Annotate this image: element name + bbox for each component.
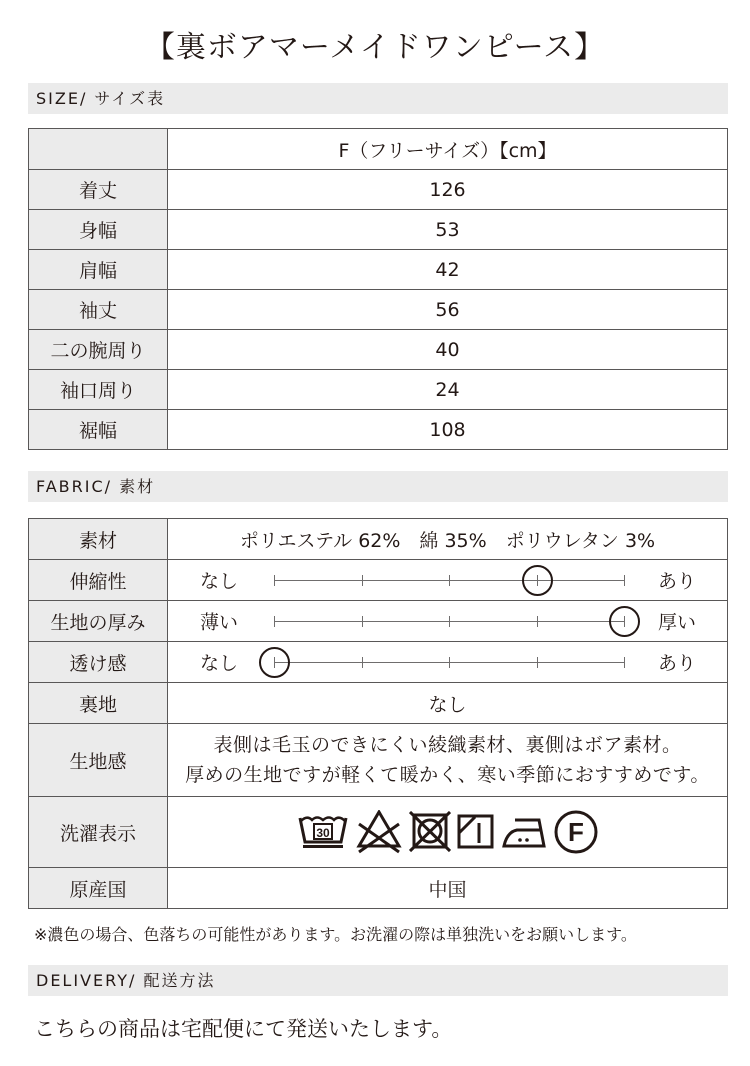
scale-marker-circle	[522, 565, 553, 596]
scale-min-label: 薄い	[200, 611, 239, 634]
scale-tick	[624, 575, 625, 586]
dry-clean-f-icon	[553, 809, 599, 855]
table-row	[29, 290, 728, 330]
size-value: 42	[168, 250, 728, 290]
scale-tick	[449, 657, 450, 668]
scale-tick	[449, 616, 450, 627]
wash-row	[29, 797, 728, 868]
thickness-label: 生地の厚み	[29, 601, 168, 642]
scale-tick	[362, 657, 363, 668]
lining-row	[29, 683, 728, 724]
size-label: 身幅	[29, 210, 168, 250]
scale-max-label: あり	[658, 570, 697, 593]
table-row	[29, 410, 728, 450]
scale-track	[274, 662, 624, 663]
origin-value: 中国	[168, 868, 728, 909]
size-label: 着丈	[29, 170, 168, 210]
scale-max-label: あり	[658, 652, 697, 675]
thickness-row	[29, 601, 728, 642]
table-row	[29, 370, 728, 410]
line-dry-shade-icon	[457, 813, 495, 851]
scale-min-label: なし	[200, 570, 239, 593]
svg-text:F: F	[567, 817, 584, 847]
table-row	[29, 170, 728, 210]
scale-tick	[537, 657, 538, 668]
material-label: 素材	[29, 519, 168, 560]
feel-line-2: 厚めの生地ですが軽くて暖かく、寒い季節におすすめです。	[185, 764, 710, 786]
size-table-header-row	[29, 129, 728, 170]
fabric-section-heading: FABRIC/ 素材	[28, 471, 728, 502]
scale-tick	[449, 575, 450, 586]
material-row	[29, 519, 728, 560]
size-label: 裾幅	[29, 410, 168, 450]
size-label: 袖口周り	[29, 370, 168, 410]
feel-row	[29, 724, 728, 797]
origin-label: 原産国	[29, 868, 168, 909]
scale-tick	[274, 575, 275, 586]
scale-max-label: 厚い	[658, 611, 697, 634]
feel-line-1: 表側は毛玉のできにくい綾織素材、裏側はボア素材。	[213, 734, 682, 756]
size-value: 40	[168, 330, 728, 370]
delivery-text: こちらの商品は宅配便にて発送いたします。	[34, 1017, 453, 1041]
size-label: 肩幅	[29, 250, 168, 290]
size-table-corner	[29, 129, 168, 170]
size-value: 56	[168, 290, 728, 330]
wash-30-icon	[297, 812, 349, 852]
origin-row	[29, 868, 728, 909]
stretch-label: 伸縮性	[29, 560, 168, 601]
wash-label: 洗濯表示	[29, 797, 168, 868]
fabric-table	[28, 518, 728, 909]
svg-text:30: 30	[315, 826, 330, 840]
scale-tick	[624, 657, 625, 668]
scale-tick	[362, 616, 363, 627]
scale-track	[274, 580, 624, 581]
scale-tick	[274, 616, 275, 627]
table-row	[29, 330, 728, 370]
scale-track	[274, 621, 624, 622]
scale-marker-circle	[259, 647, 290, 678]
size-table	[28, 128, 728, 450]
scale-tick	[537, 616, 538, 627]
size-label: 袖丈	[29, 290, 168, 330]
table-row	[29, 210, 728, 250]
scale-min-label: なし	[200, 652, 239, 675]
stretch-row	[29, 560, 728, 601]
size-label: 二の腕周り	[29, 330, 168, 370]
table-row	[29, 250, 728, 290]
iron-medium-icon	[501, 814, 547, 850]
delivery-section-heading: DELIVERY/ 配送方法	[28, 965, 728, 996]
size-value: 126	[168, 170, 728, 210]
care-note: ※濃色の場合、色落ちの可能性があります。お洗濯の際は単独洗いをお願いします。	[34, 925, 637, 944]
lining-value: なし	[168, 683, 728, 724]
sheerness-row	[29, 642, 728, 683]
scale-tick	[362, 575, 363, 586]
size-value: 108	[168, 410, 728, 450]
lining-label: 裏地	[29, 683, 168, 724]
size-section-heading: SIZE/ サイズ表	[28, 83, 728, 114]
scale-marker-circle	[609, 606, 640, 637]
page-title: 【裏ボアマーメイドワンピース】	[144, 30, 606, 65]
size-column-header: F（フリーサイズ）【cm】	[168, 129, 728, 170]
feel-label: 生地感	[29, 724, 168, 797]
no-bleach-icon	[355, 810, 403, 854]
no-tumble-dry-icon	[409, 811, 451, 853]
size-value: 53	[168, 210, 728, 250]
size-value: 24	[168, 370, 728, 410]
sheerness-label: 透け感	[29, 642, 168, 683]
wash-icons	[168, 809, 727, 855]
material-value: ポリエステル 62% 綿 35% ポリウレタン 3%	[168, 519, 728, 560]
